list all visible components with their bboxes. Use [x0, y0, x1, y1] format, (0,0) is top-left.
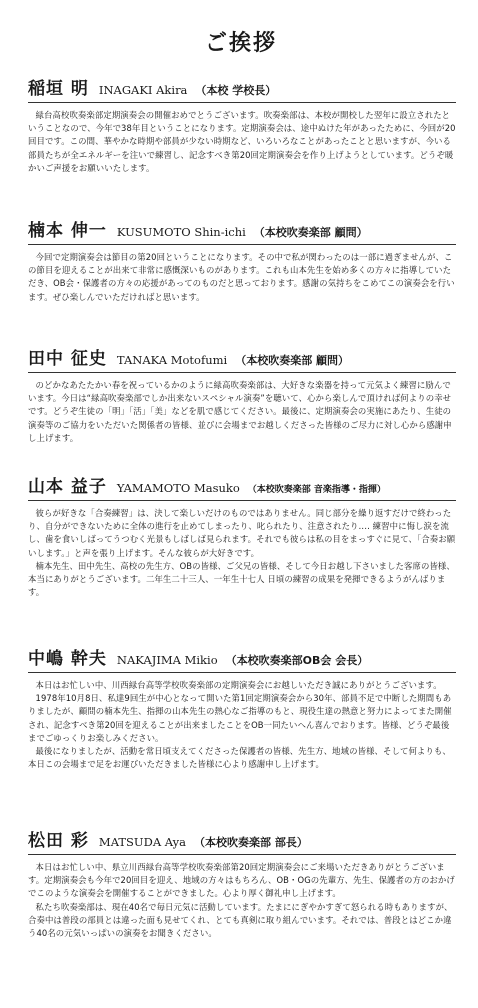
- header-divider: [28, 854, 456, 855]
- greeting-paragraph: 楠本先生、田中先生、高校の先生方、OBの皆様、ご父兄の皆様、そして今日お越し下さいました客席の皆様、本当にありがとうございます。二年生二十三人、一年生十七人 日頃の練習の成果を発揮できるようがんばります。: [28, 560, 455, 598]
- greeting-section-nakajima: [28, 644, 456, 771]
- section-header: [28, 472, 456, 498]
- page-title: ご挨拶: [204, 31, 277, 56]
- name-romanized: MATSUDA Aya: [98, 835, 186, 849]
- role-title: （本校吹奏楽部 部長）: [194, 836, 308, 849]
- greeting-section-tanaka: [28, 344, 456, 445]
- greeting-paragraph: のどかなあたたかい春を祝っているかのように緑高吹奏楽部は、大好きな楽器を持って元気よく練習に励んでいます。今日は“緑高吹奏楽部でしか出来ないスペシャル演奏”を聴いて、心から楽しんで頂ければ何よりの幸せです。どうぞ生徒の「明」「活」「美」などを肌で感じてください。最後に、定期演奏会の実施にあたり、生徒の演奏等のご協力をいただいた関係者の皆様、並びに会場までお越しくださった皆様のご尽力に対し心から感謝申し上げます。: [28, 380, 452, 443]
- greeting-section-matsuda: [28, 826, 456, 940]
- section-header: [28, 644, 456, 670]
- greeting-section-kusumoto: [28, 216, 456, 304]
- header-divider: [28, 244, 456, 245]
- name-romanized: YAMAMOTO Masuko: [116, 481, 240, 495]
- section-header: [28, 74, 456, 100]
- name-romanized: KUSUMOTO Shin-ichi: [116, 225, 246, 239]
- name-japanese: 山本 益子: [28, 477, 107, 497]
- name-japanese: 田中 征史: [28, 349, 107, 369]
- name-romanized: TANAKA Motofumi: [116, 353, 228, 367]
- header-divider: [28, 500, 456, 501]
- role-title: （本校吹奏楽部 顧問）: [253, 226, 368, 239]
- name-japanese: 楠本 伸一: [28, 221, 107, 241]
- greeting-section-yamamoto: [28, 472, 456, 599]
- section-header: [28, 826, 456, 852]
- greeting-paragraph: 1978年10月8日、私達9回生が中心となって開いた第1回定期演奏会から30年、部員不足で中断した期間もありましたが、顧問の楠本先生、指揮の山本先生の熱心なご指導のもと、現役生達の熱意と努力によってまた開催され、記念すべき第20回を迎えることが出来ましたことをOB一同たいへん喜んでおります。皆様、どうぞ最後までごゆっくりお楽しみください。: [28, 693, 452, 743]
- name-japanese: 稲垣 明: [28, 79, 89, 99]
- greeting-section-inagaki: [28, 74, 456, 175]
- greeting-paragraph: 私たち吹奏楽部は、現在40名で毎日元気に活動しています。たまににぎやかすぎて怒られる時もありますが、合奏中は普段の部員とは違った面も見せてくれ、とても真剣に取り組んでいます。それでは、普段とはどこか違う40名の元気いっぱいの演奏をお聞きください。: [28, 901, 453, 939]
- name-japanese: 松田 彩: [28, 831, 89, 851]
- greeting-paragraph: 緑台高校吹奏楽部定期演奏会の開催おめでとうございます。吹奏楽部は、本校が開校した翌年に設立されたということなので、今年で38年目ということになります。定期演奏会は、途中ぬけた年があったために、今回が20回目です。この間、華やかな時期や部員が少ない時期など、いろいろなことがあったことと思いますが、今いる部員たちが全エネルギーを注いで練習し、記念すべき第20回定期演奏会を作り上げようとしています。どうぞ暖かいご声援をお願いいたします。: [28, 110, 456, 173]
- greeting-paragraph: 本日はお忙しい中、川西緑台高等学校吹奏楽部の定期演奏会にお越しいただき誠にありがとうございます。: [35, 680, 442, 690]
- section-header: [28, 216, 456, 242]
- role-title: （本校吹奏楽部 顧問）: [235, 354, 350, 367]
- role-title: （本校 学校長）: [195, 84, 277, 97]
- name-japanese: 中嶋 幹夫: [28, 649, 107, 669]
- name-romanized: NAKAJIMA Mikio: [116, 653, 218, 667]
- header-divider: [28, 672, 456, 673]
- role-title: （本校吹奏楽部OB会 会長）: [225, 654, 369, 667]
- greeting-paragraph: 今回で定期演奏会は節目の第20回ということになります。その中で私が関わったのは一部に過ぎませんが、この節目を迎えることが出来て非常に感慨深いものがあります。これも山本先生を始め多くの方々に指導していただき、OB会・保護者の方々の応援があってのものだと思っております。感謝の気持ちをこめてこの演奏会を行います。ぜひ楽しんでいただければと思います。: [28, 252, 455, 302]
- greeting-paragraph: 本日はお忙しい中、県立川西緑台高等学校吹奏楽部第20回定期演奏会にご来場いただきありがとうございます。定期演奏会も今年で20回目を迎え、地域の方々はもちろん、OB・OGの先輩方、先生、保護者の方のおかげでこのような演奏会を開催することができました。心より厚く御礼申し上げます。: [28, 862, 455, 899]
- header-divider: [28, 372, 456, 373]
- name-romanized: INAGAKI Akira: [98, 83, 188, 97]
- section-header: [28, 344, 456, 370]
- role-title: （本校吹奏楽部 音楽指導・指揮）: [247, 485, 386, 495]
- greeting-paragraph: 最後になりましたが、活動を常日頃支えてくださった保護者の皆様、先生方、地域の皆様、そして何よりも、本日この会場まで足をお運びいただきました皆様に心より感謝申し上げます。: [28, 746, 451, 770]
- header-divider: [28, 102, 456, 103]
- greeting-paragraph: 彼らが好きな「合奏練習」は、決して楽しいだけのものではありません。同じ部分を繰り返すだけで終わったり、自分ができないために全体の進行を止めてしまったり、叱られたり、注意されたり‥‥ 練習中に悔し涙を流し、歯を食いしばってうつむく光景もしばしば見られます。それでも彼らは私の目をまっすぐに見て、「合奏お願いします。」と声を張り上げます。そんな彼らが大好きです。: [28, 508, 456, 558]
